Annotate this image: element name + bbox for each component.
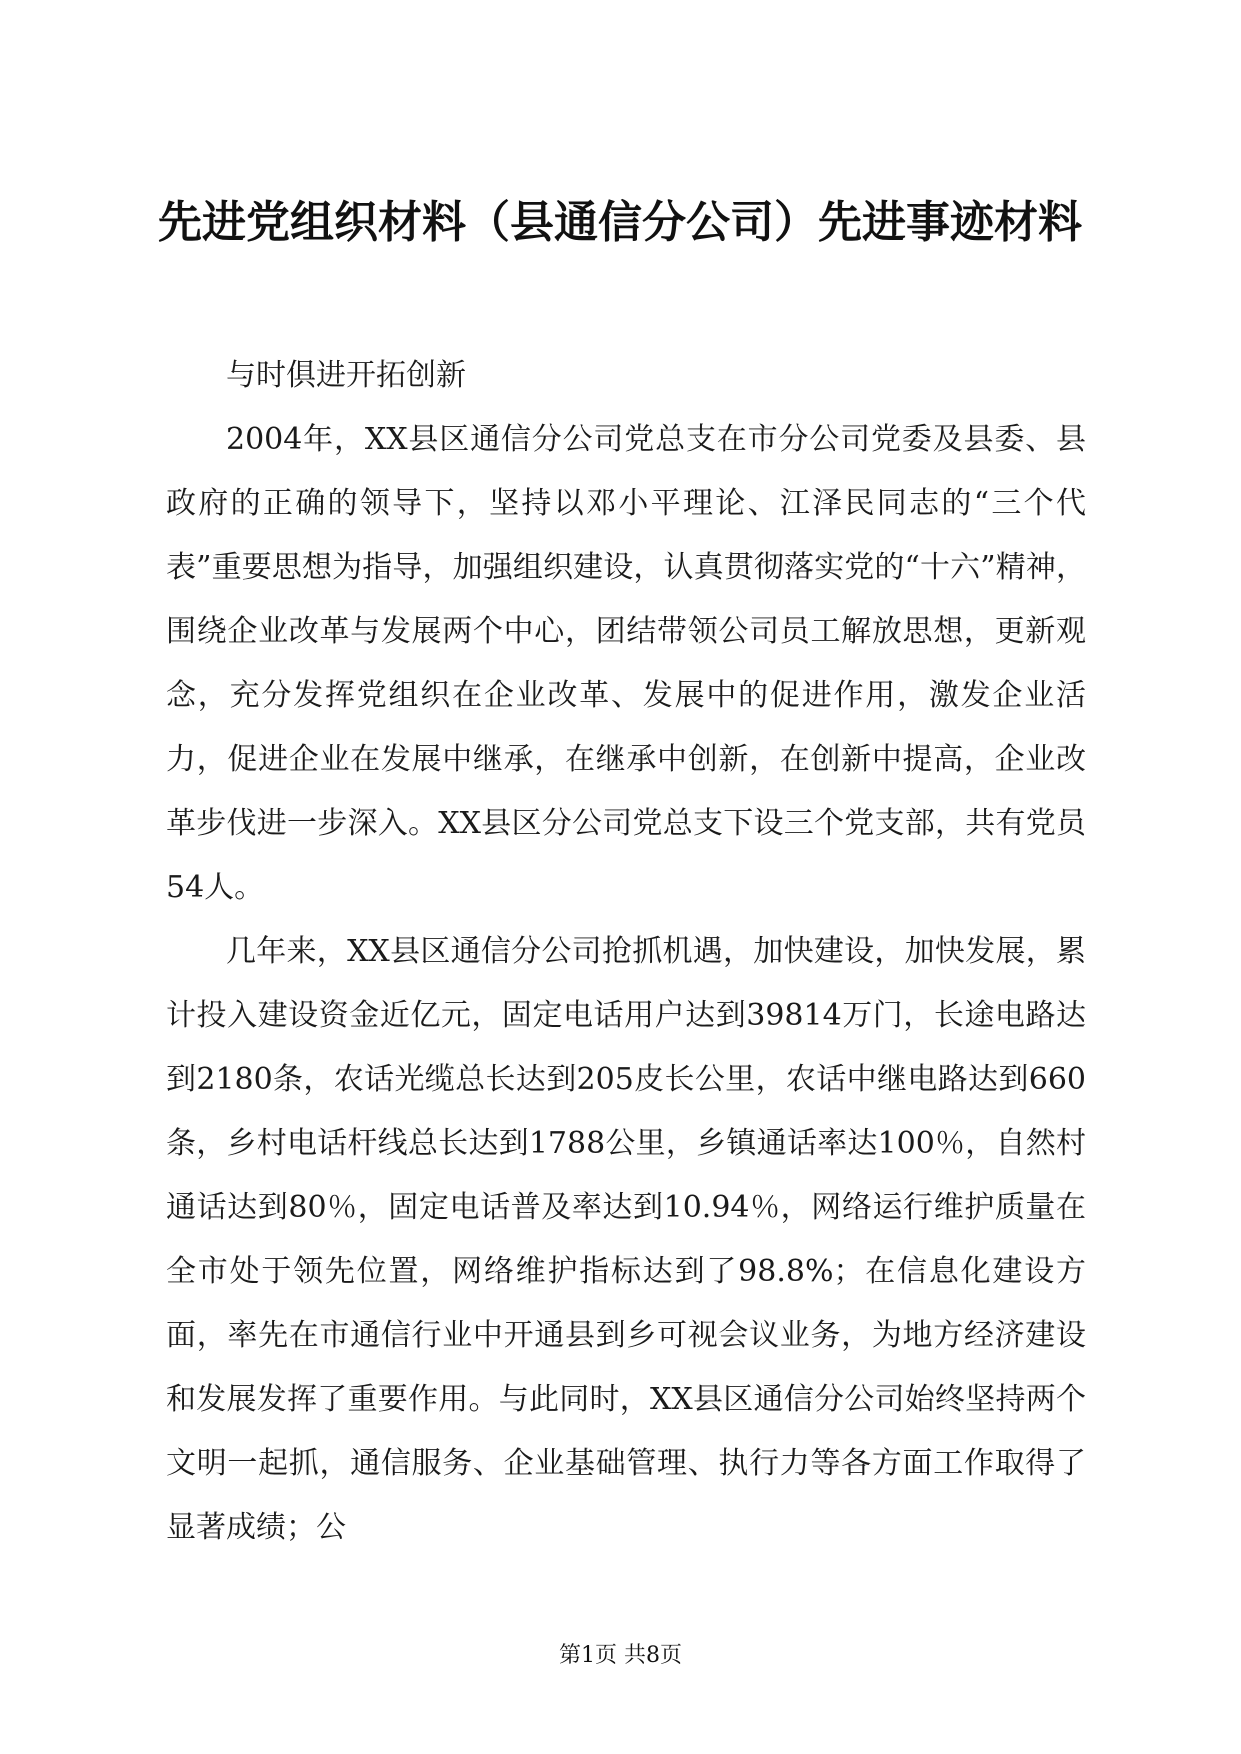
- body-paragraph: 几年来，XX县区通信分公司抢抓机遇，加快建设，加快发展，累计投入建设资金近亿元，固定电话用户达到39814万门，长途电路达到2180条，农话光缆总长达到205皮长公里，农话中继电路达到660条，乡村电话杆线总长达到1788公里，乡镇通话率达100％，自然村通话达到80％，固定电话普及率达到10.94％，网络运行维护质量在全市处于领先位置，网络维护指标达到了98.8%；在信息化建设方面，率先在市通信行业中开通县到乡可视会议业务，为地方经济建设和发展发挥了重要作用。与此同时，XX县区通信分公司始终坚持两个文明一起抓，通信服务、企业基础管理、执行力等各方面工作取得了显著成绩；公: [166, 934, 1086, 1545]
- document-title: 先进党组织材料（县通信分公司）先进事迹材料: [158, 197, 1082, 248]
- subtitle-paragraph: 与时俱进开拓创新: [226, 358, 466, 393]
- page-number-footer: 第1页 共8页: [559, 1643, 682, 1668]
- document-body: [166, 344, 1086, 1560]
- body-paragraph: 2004年，XX县区通信分公司党总支在市分公司党委及县委、县政府的正确的领导下，坚持以邓小平理论、江泽民同志的“三个代表”重要思想为指导，加强组织建设，认真贯彻落实党的“十六”精神，围绕企业改革与发展两个中心，团结带领公司员工解放思想，更新观念，充分发挥党组织在企业改革、发展中的促进作用，激发企业活力，促进企业在发展中继承，在继承中创新，在创新中提高，企业改革步伐进一步深入。XX县区分公司党总支下设三个党支部，共有党员54人。: [166, 422, 1086, 905]
